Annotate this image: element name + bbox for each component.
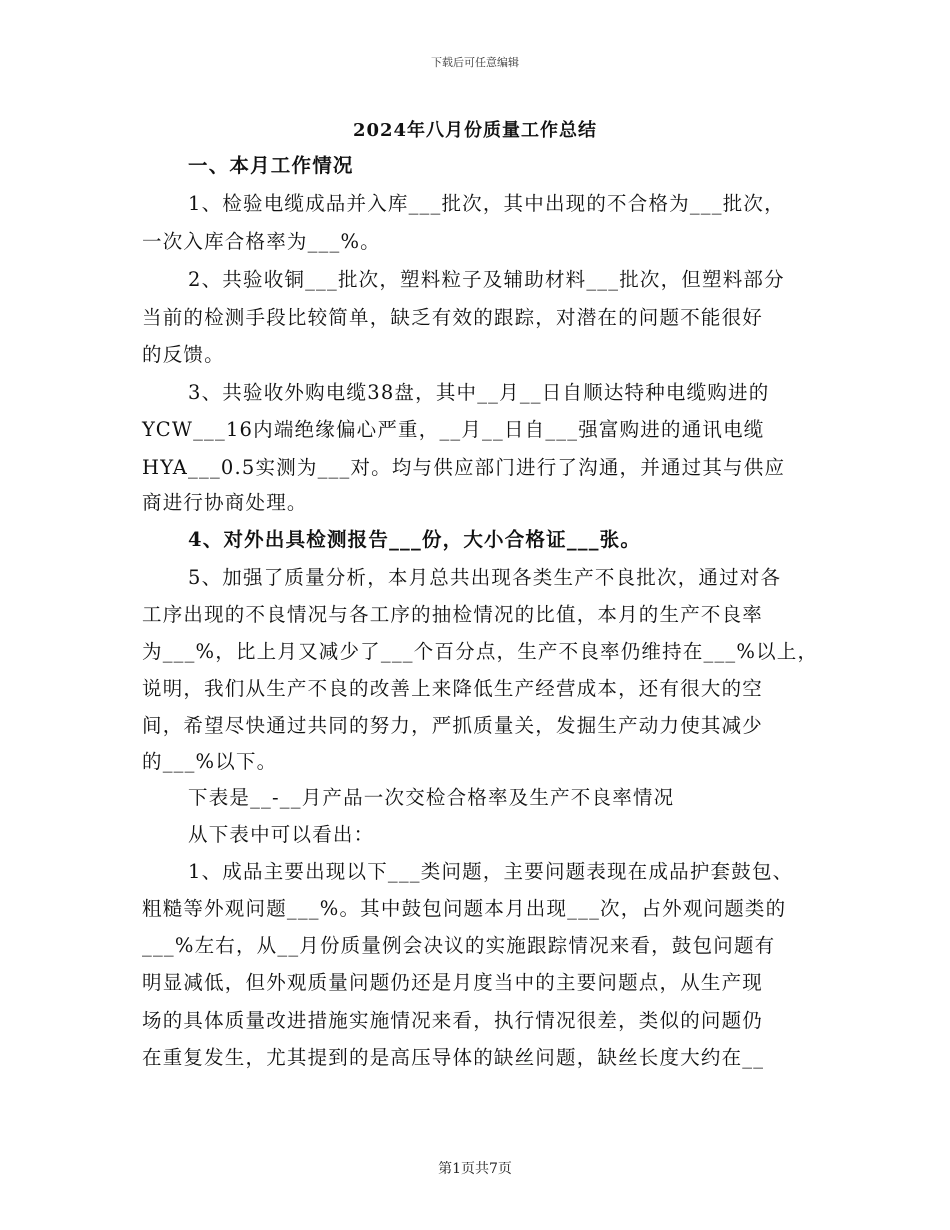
section-heading: 一、本月工作情况: [188, 154, 354, 177]
paragraph-line: 1、检验电缆成品并入库___批次，其中出现的不合格为___批次，: [188, 192, 785, 215]
paragraph-line: 2、共验收铜___批次，塑料粒子及辅助材料___批次，但塑料部分: [188, 268, 785, 291]
paragraph-line: 工序出现的不良情况与各工序的抽检情况的比值，本月的生产不良率: [142, 603, 764, 626]
header-note: 下载后可任意编辑: [431, 56, 519, 69]
paragraph-line: 说明，我们从生产不良的改善上来降低生产经营成本，还有很大的空: [142, 677, 764, 700]
paragraph-line: 为___%，比上月又减少了___个百分点，生产不良率仍维持在___%以上，: [142, 640, 819, 663]
paragraph-line: 下表是__-__月产品一次交检合格率及生产不良率情况: [188, 786, 675, 809]
paragraph-line: 1、成品主要出现以下___类问题，主要问题表现在成品护套鼓包、: [188, 860, 794, 883]
paragraph-line: HYA___0.5实测为___对。均与供应部门进行了沟通，并通过其与供应: [142, 456, 786, 479]
paragraph-line: 间，希望尽快通过共同的努力，严抓质量关，发掘生产动力使其减少: [142, 714, 764, 737]
paragraph-line: 当前的检测手段比较简单，缺乏有效的跟踪，对潜在的问题不能很好: [142, 306, 764, 329]
paragraph-line: YCW___16内端绝缘偏心严重，__月__日自___强富购进的通讯电缆: [142, 418, 765, 441]
paragraph-line: 粗糙等外观问题___%。其中鼓包问题本月出现___次，占外观问题类的: [142, 897, 787, 920]
paragraph-line: 从下表中可以看出：: [188, 823, 375, 846]
paragraph-line: 商进行协商处理。: [142, 491, 308, 514]
paragraph-line: ___%左右，从__月份质量例会决议的实施跟踪情况来看，鼓包问题有: [142, 934, 776, 957]
paragraph-line: 在重复发生，尤其提到的是高压导体的缺丝问题，缺丝长度大约在__: [142, 1046, 765, 1069]
paragraph-line: 3、共验收外购电缆38盘，其中__月__日自顺达特种电缆购进的: [188, 381, 770, 404]
paragraph-line: 的___%以下。: [142, 750, 278, 773]
paragraph-line: 5、加强了质量分析，本月总共出现各类生产不良批次，通过对各: [188, 566, 782, 589]
page-number-label: 第1页共7页: [438, 1161, 512, 1177]
document-title: 2024年八月份质量工作总结: [352, 120, 598, 141]
paragraph-line: 明显减低，但外观质量问题仍还是月度当中的主要问题点，从生产现: [142, 971, 764, 994]
paragraph-line-bold: 4、对外出具检测报告___份，大小合格证___张。: [188, 528, 642, 551]
paragraph-line: 的反馈。: [142, 343, 225, 366]
paragraph-line: 场的具体质量改进措施实施情况来看，执行情况很差，类似的问题仍: [142, 1009, 764, 1032]
paragraph-line: 一次入库合格率为___%。: [142, 230, 381, 253]
